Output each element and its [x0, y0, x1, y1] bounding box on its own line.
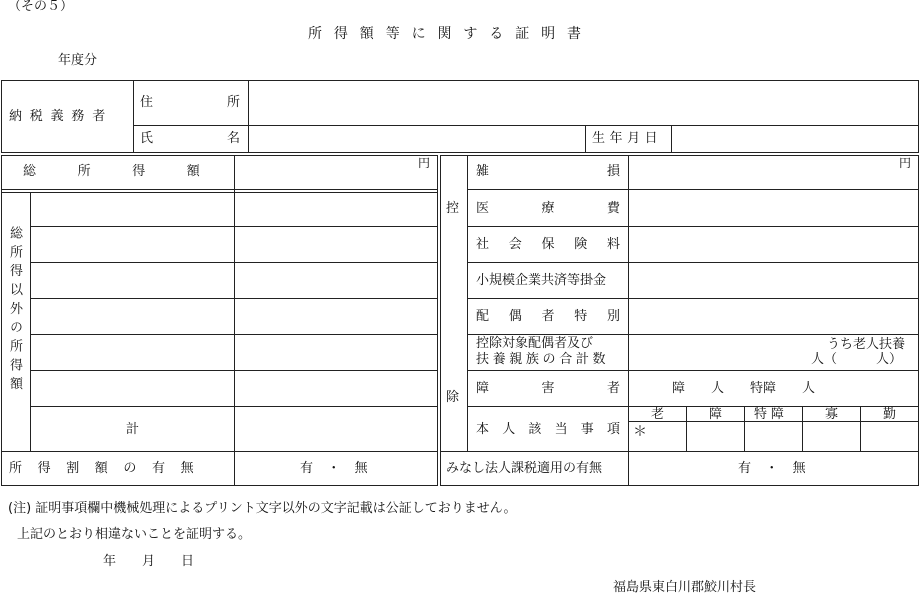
spouse-special-label: 配 偶 者 特 別 [476, 309, 620, 324]
social-insurance-label: 社 会 保 険 料 [476, 237, 620, 252]
self-field-disabled[interactable] [687, 422, 744, 450]
income-ratio-value[interactable]: 有・無 [300, 461, 382, 476]
self-col-working-student: 勤 [883, 407, 897, 422]
document-title: 所得額等に関する証明書 [308, 26, 593, 42]
birthdate-label: 生年月日 [592, 131, 663, 146]
elderly-dependents-note: うち老人扶養 [827, 337, 906, 352]
deduction-yen: 円 [899, 156, 912, 170]
medical-label: 医 療 費 [476, 201, 620, 216]
deemed-corporation-value[interactable]: 有・無 [738, 461, 820, 476]
other-income-amount-4[interactable] [236, 300, 436, 333]
dependents-label-2: 扶養親族の合計数 [476, 352, 610, 367]
certify-text: 上記のとおり相違ないことを証明する。 [17, 527, 252, 542]
self-mark: ＊ [633, 424, 647, 440]
spouse-special-field[interactable] [630, 300, 916, 333]
self-col-elderly: 老 [651, 407, 665, 422]
self-col-special-disabled: 特障 [754, 407, 788, 422]
name-label: 氏 名 [140, 131, 240, 146]
social-insurance-field[interactable] [630, 228, 916, 261]
disabled-count-field[interactable]: 障 人 特障 人 [672, 381, 816, 396]
self-field-special-disabled[interactable] [745, 422, 802, 450]
dependents-count-field[interactable]: 人（ 人） [811, 352, 903, 367]
certify-date: 年 月 日 [103, 554, 195, 569]
self-field-elderly[interactable] [629, 422, 686, 450]
deduction-label-top: 控 [446, 201, 460, 216]
footer-note: (注) 証明事項欄中機械処理によるプリント文字以外の文字記載は公証しておりません。 [8, 501, 517, 516]
other-income-type-1[interactable] [32, 194, 232, 225]
small-business-mutual-label: 小規模企業共済等掛金 [476, 273, 607, 288]
disabled-label: 障 害 者 [476, 381, 620, 396]
self-field-working-student[interactable] [861, 422, 918, 450]
other-income-amount-1[interactable] [236, 194, 436, 225]
other-income-type-2[interactable] [32, 228, 232, 261]
issuer-name: 福島県東白川郡鮫川村長 [613, 580, 757, 595]
total-income-yen: 円 [418, 156, 431, 170]
name-field[interactable] [250, 127, 583, 151]
document-number: （その５） [8, 0, 74, 14]
casualty-loss-field[interactable] [630, 170, 916, 188]
small-business-mutual-field[interactable] [630, 264, 916, 297]
income-sum-field[interactable] [236, 408, 436, 450]
other-income-type-5[interactable] [32, 336, 232, 369]
address-label: 住 所 [140, 95, 240, 110]
medical-field[interactable] [630, 191, 916, 225]
other-income-type-4[interactable] [32, 300, 232, 333]
other-income-type-3[interactable] [32, 264, 232, 297]
self-field-widow[interactable] [803, 422, 860, 450]
taxpayer-label: 納税義務者 [9, 109, 114, 124]
other-income-label: 総所得以外の所得額 [7, 226, 22, 396]
other-income-amount-5[interactable] [236, 336, 436, 369]
fiscal-year-label: 年度分 [58, 53, 98, 68]
total-income-field[interactable] [236, 157, 416, 187]
other-income-type-6[interactable] [32, 372, 232, 405]
other-income-amount-6[interactable] [236, 372, 436, 405]
income-ratio-label: 所得割額の有無 [9, 461, 210, 476]
deduction-label-bottom: 除 [446, 390, 460, 405]
total-income-label: 総所得額 [23, 164, 242, 179]
self-applicable-label: 本 人 該 当 事 項 [476, 422, 620, 437]
self-col-disabled: 障 [709, 407, 723, 422]
casualty-loss-label: 雑 損 [476, 164, 620, 179]
income-sum-label: 計 [126, 422, 140, 437]
other-income-amount-2[interactable] [236, 228, 436, 261]
other-income-amount-3[interactable] [236, 264, 436, 297]
birthdate-field[interactable] [673, 127, 917, 151]
dependents-label-1: 控除対象配偶者及び [476, 336, 594, 351]
deemed-corporation-label: みなし法人課税適用の有無 [446, 461, 603, 476]
address-field[interactable] [250, 82, 916, 123]
self-col-widow: 寡 [825, 407, 839, 422]
